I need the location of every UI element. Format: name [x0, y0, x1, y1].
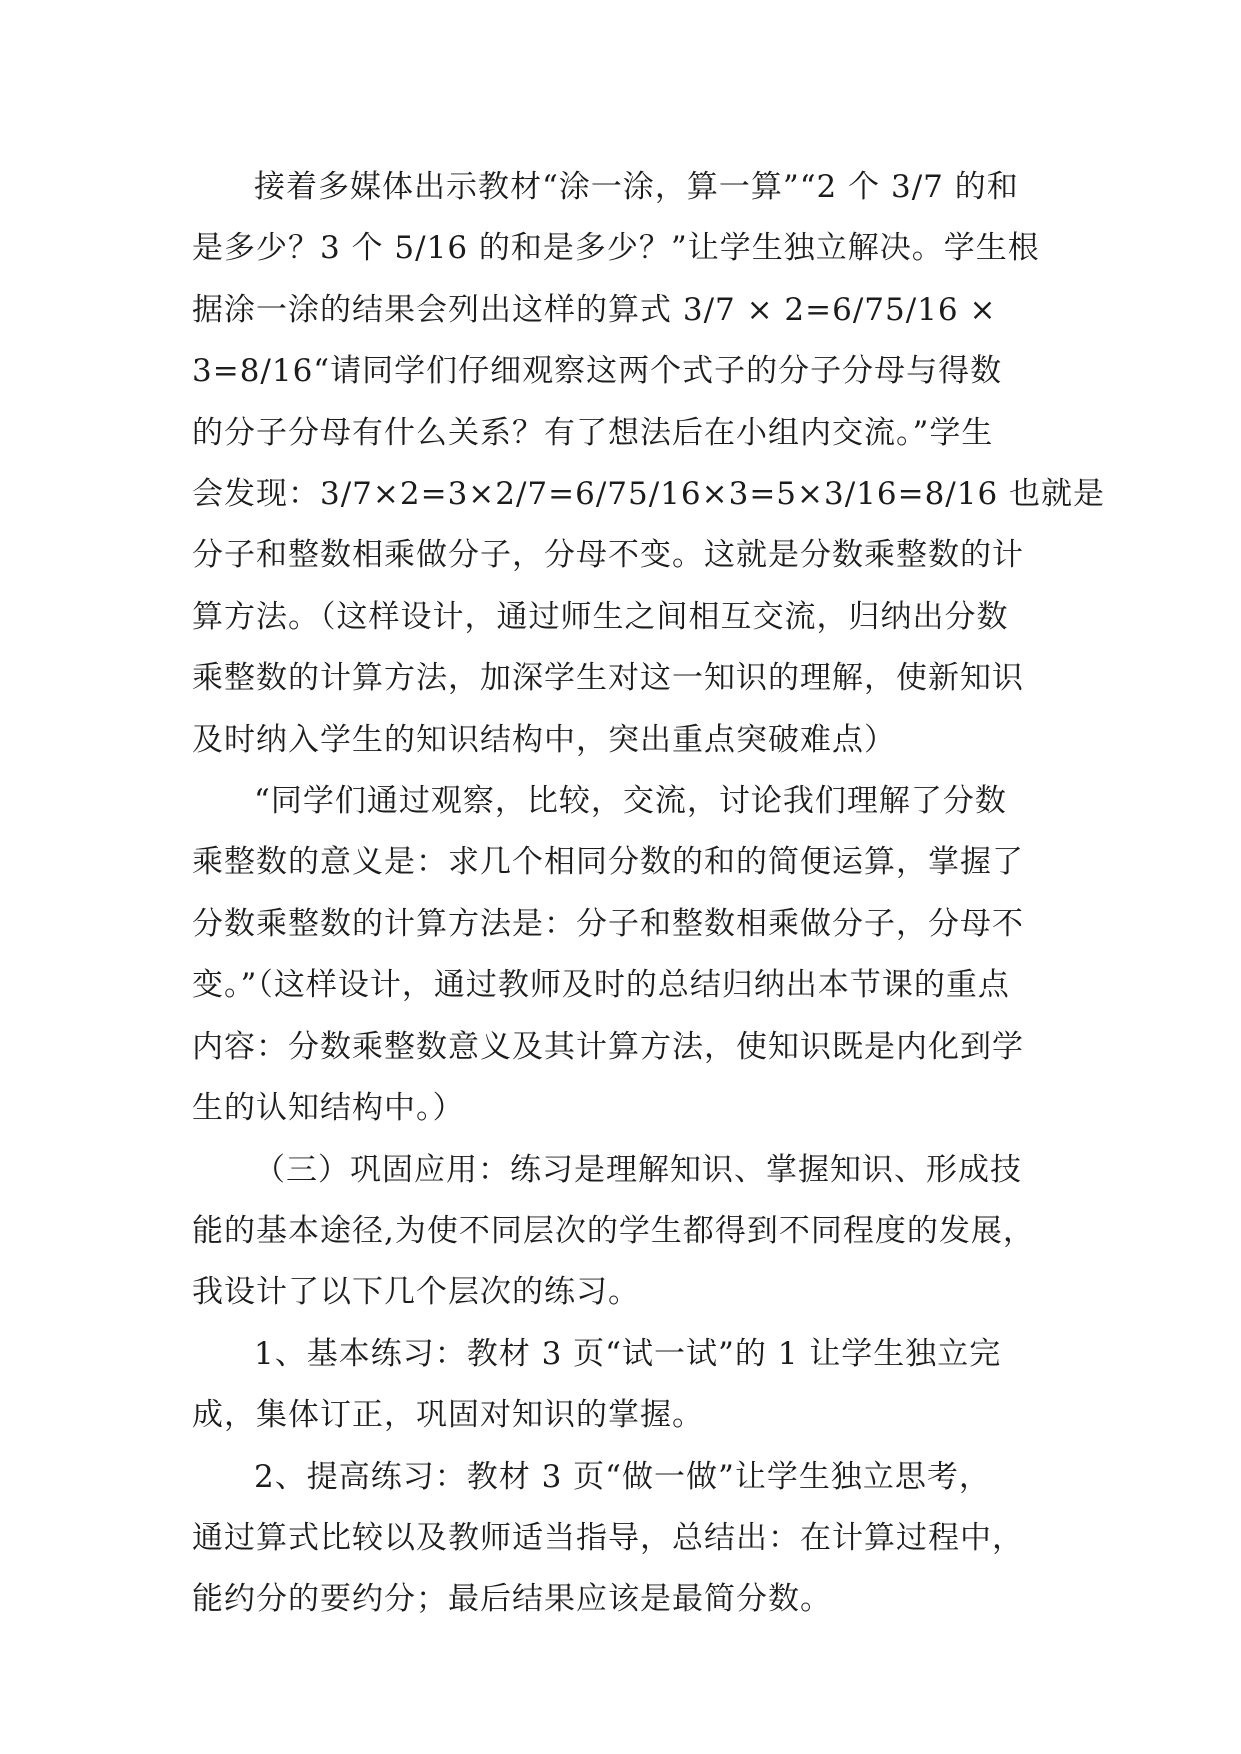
text-line: 会发现：3/7×2=3×2/7=6/75/16×3=5×3/16=8/16 也就是 [192, 476, 1106, 513]
text-line: 我设计了以下几个层次的练习。 [192, 1274, 640, 1311]
text-line: 据涂一涂的结果会列出这样的算式 3/7 × 2=6/75/16 × [192, 291, 997, 328]
text-line: 算方法。（这样设计，通过师生之间相互交流，归纳出分数 [192, 598, 1009, 635]
paragraph-2 [192, 771, 1052, 1139]
paragraph-5 [192, 1447, 1052, 1631]
text-line: “同学们通过观察，比较，交流，讨论我们理解了分数 [254, 783, 1007, 820]
paragraph-3 [192, 1140, 1052, 1324]
text-line: 接着多媒体出示教材“涂一涂，算一算”“2 个 3/7 的和 [254, 169, 1019, 205]
text-line: 能的基本途径,为使不同层次的学生都得到不同程度的发展， [192, 1212, 1035, 1249]
text-line: 是多少？3 个 5/16 的和是多少？”让学生独立解决。学生根 [192, 230, 1040, 267]
text-line: 通过算式比较以及教师适当指导，总结出：在计算过程中， [192, 1519, 1024, 1556]
text-line: 乘整数的计算方法，加深学生对这一知识的理解，使新知识 [192, 660, 1024, 697]
text-line: 2、提高练习：教材 3 页“做一做”让学生独立思考， [254, 1458, 991, 1495]
text-line: （三）巩固应用：练习是理解知识、掌握知识、形成技 [254, 1151, 1022, 1188]
text-line: 及时纳入学生的知识结构中，突出重点突破难点） [192, 721, 896, 758]
text-line: 乘整数的意义是：求几个相同分数的和的简便运算，掌握了 [192, 844, 1024, 881]
text-line: 分子和整数相乘做分子，分母不变。这就是分数乘整数的计 [192, 537, 1024, 574]
paragraph-1 [192, 157, 1106, 771]
text-line: 成，集体订正，巩固对知识的掌握。 [192, 1397, 704, 1434]
text-line: 1、基本练习：教材 3 页“试一试”的 1 让学生独立完 [254, 1335, 1002, 1372]
text-line: 生的认知结构中。） [192, 1090, 465, 1127]
text-line: 能约分的要约分；最后结果应该是最简分数。 [192, 1581, 832, 1618]
text-line: 内容：分数乘整数意义及其计算方法，使知识既是内化到学 [192, 1028, 1024, 1065]
text-line: 变。”（这样设计，通过教师及时的总结归纳出本节课的重点 [192, 967, 1010, 1004]
document-body [192, 157, 1106, 1631]
text-line: 分数乘整数的计算方法是：分子和整数相乘做分子，分母不 [192, 905, 1024, 942]
text-line: 的分子分母有什么关系？有了想法后在小组内交流。”学生 [192, 414, 994, 451]
paragraph-4 [192, 1324, 1052, 1447]
text-line: 3=8/16“请同学们仔细观察这两个式子的分子分母与得数 [192, 353, 1003, 390]
